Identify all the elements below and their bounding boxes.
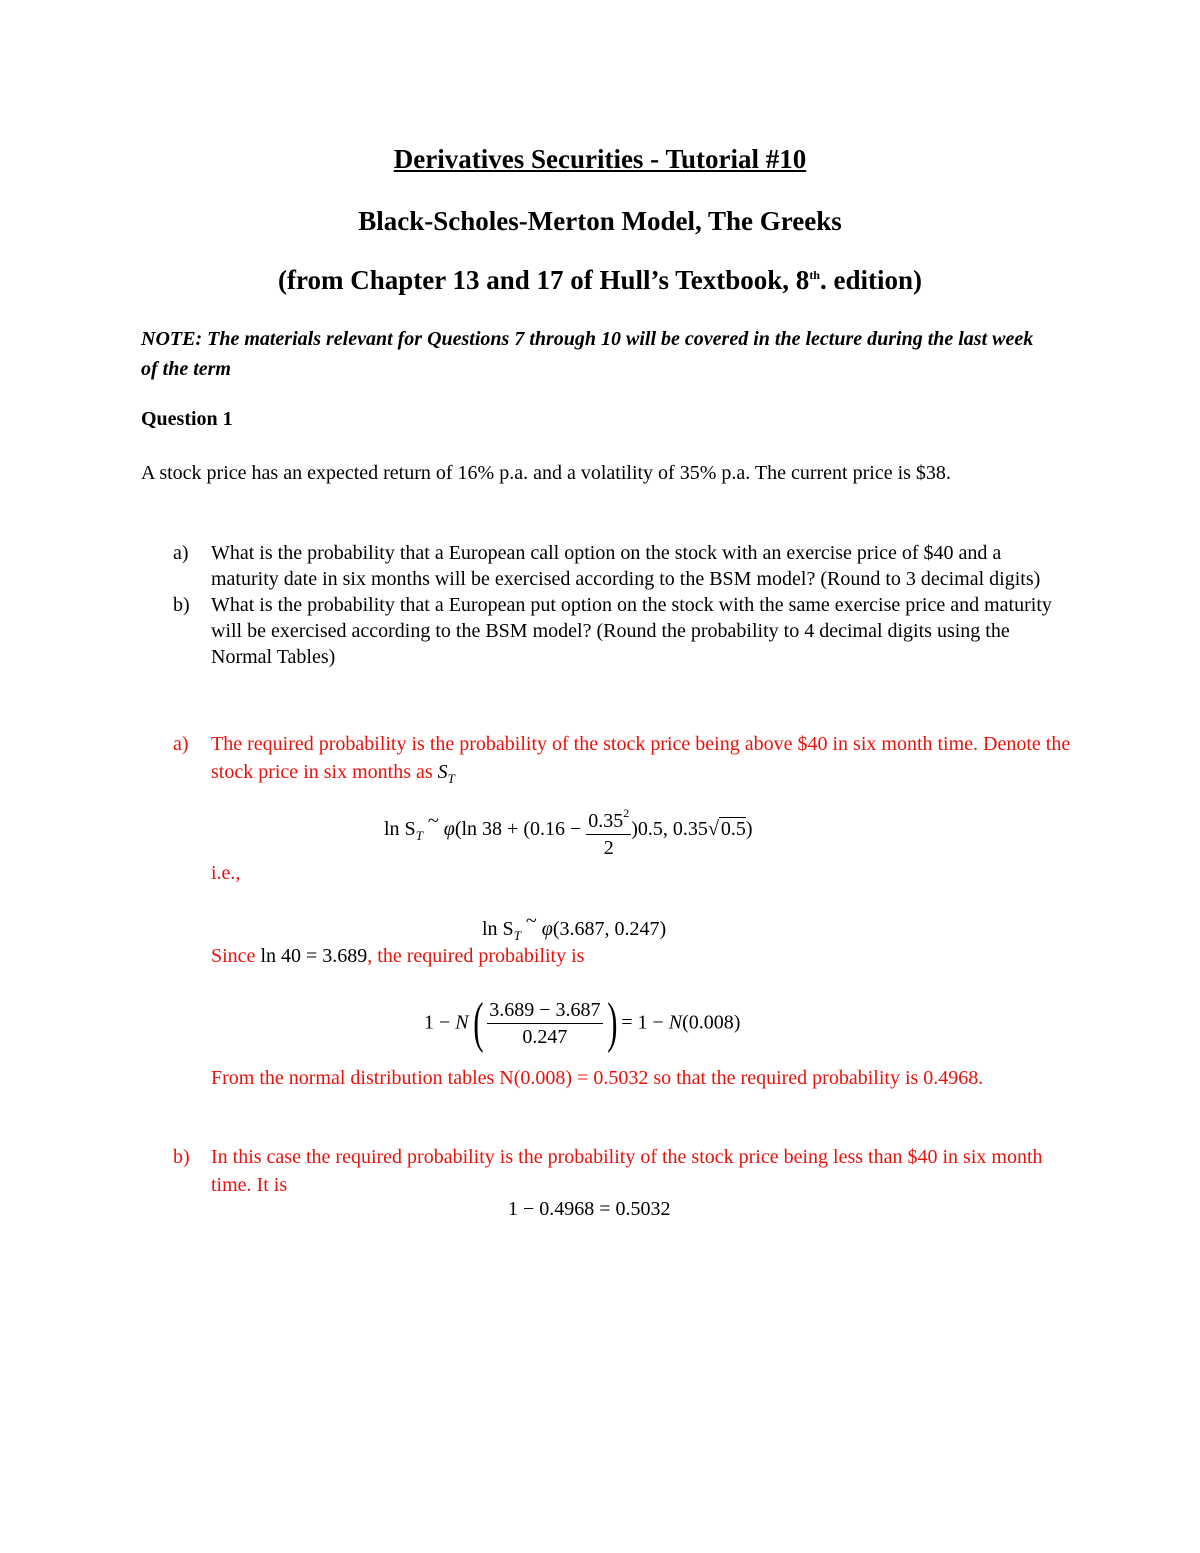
equation-probability bbox=[424, 992, 741, 1054]
answer-a-label: a) bbox=[173, 733, 189, 755]
question-part-b-label: b) bbox=[173, 594, 190, 616]
equation-lognormal-distribution bbox=[384, 800, 753, 861]
tables-text: From the normal distribution tables N(0.008) = 0.5032 so that the required probability is 0.4968. bbox=[211, 1067, 984, 1089]
answer-b-label: b) bbox=[173, 1146, 190, 1168]
since-prefix: Since bbox=[211, 945, 256, 967]
since-math: ln 40 = 3.689 bbox=[260, 945, 368, 967]
eq3-rhs: = 1 − N(0.008) bbox=[621, 1011, 741, 1034]
question-part-b-text: What is the probability that a European put option on the stock with the same exercise price and maturity will be exercised according to the BSM model? (Round the probability to 4 decimal digits using the Normal Tables) bbox=[211, 594, 1052, 668]
answer-b-item bbox=[141, 1143, 1071, 1199]
note-text: NOTE: The materials relevant for Questions 7 through 10 will be covered in the lecture during the last week of the term bbox=[141, 328, 1034, 380]
eq1-phi: φ bbox=[443, 818, 455, 841]
eq1-denominator: 2 bbox=[603, 837, 614, 859]
eq1-end: ) bbox=[745, 818, 753, 841]
question-part-a-text: What is the probability that a European call option on the stock with an exercise price of $40 and a maturity date in six months will be exercised according to the BSM model? (Round to 3 decimal digits) bbox=[211, 542, 1041, 590]
since-suffix: , the required probability is bbox=[367, 945, 585, 967]
eq3-right-paren: ) bbox=[606, 992, 618, 1054]
question-part-a bbox=[141, 540, 1071, 592]
eq1-fraction bbox=[586, 800, 631, 861]
answer-b bbox=[141, 1143, 1071, 1199]
question-parts bbox=[141, 540, 1071, 670]
eq2-lhs: $\ln S_T$ bbox=[482, 918, 521, 943]
eq3-numerator: 3.689 − 3.687 bbox=[487, 997, 602, 1024]
answer-a bbox=[141, 730, 1071, 793]
eq2-relation: ~ bbox=[525, 910, 537, 932]
eq1-relation: ~ bbox=[427, 810, 439, 833]
eq3-fraction bbox=[487, 997, 602, 1050]
eq3-lead: 1 − N bbox=[424, 1011, 469, 1034]
equation-lognormal-values bbox=[482, 910, 666, 944]
document-subtitle: Black-Scholes-Merton Model, The Greeks bbox=[358, 206, 842, 236]
eq1-post: )0.5, 0.35 bbox=[631, 818, 708, 841]
answer-a-variable: $S_T$ bbox=[437, 761, 455, 786]
answer-a-text: The required probability is the probability of the stock price being above $40 in six month time. Denote the stock price in six months as bbox=[211, 733, 1071, 783]
eq1-lhs: $\ln S_T$ bbox=[384, 818, 423, 844]
since-line bbox=[211, 945, 584, 968]
source-prefix: (from Chapter 13 and 17 of Hull’s Textbook, 8 bbox=[278, 265, 810, 295]
document-title: Derivatives Securities - Tutorial #10 bbox=[393, 144, 807, 174]
answer-a-item bbox=[141, 730, 1071, 793]
question-part-b bbox=[141, 592, 1071, 670]
answer-b-text: In this case the required probability is the probability of the stock price being less than $40 in six month time. It is bbox=[211, 1146, 1043, 1196]
source-superscript: th bbox=[809, 268, 820, 282]
eq1-pre: (ln 38 + (0.16 − bbox=[454, 818, 582, 841]
question-heading: Question 1 bbox=[141, 408, 233, 430]
eq3-left-paren: ( bbox=[472, 992, 484, 1054]
eq1-numerator: 0.35$^2$ bbox=[586, 800, 631, 835]
ie-text: i.e., bbox=[211, 862, 241, 884]
question-part-a-label: a) bbox=[173, 542, 189, 564]
equation-put-probability: 1 − 0.4968 = 0.5032 bbox=[508, 1198, 671, 1220]
source-line bbox=[0, 265, 1200, 296]
eq2-rest: (3.687, 0.247) bbox=[552, 918, 667, 940]
eq1-sqrt: √ 0.5 bbox=[707, 818, 746, 841]
question-text: A stock price has an expected return of 16% p.a. and a volatility of 35% p.a. The current price is $38. bbox=[141, 462, 951, 484]
source-suffix: . edition) bbox=[819, 265, 922, 295]
eq3-denominator: 0.247 bbox=[522, 1025, 568, 1048]
eq2-phi: φ bbox=[541, 918, 553, 940]
